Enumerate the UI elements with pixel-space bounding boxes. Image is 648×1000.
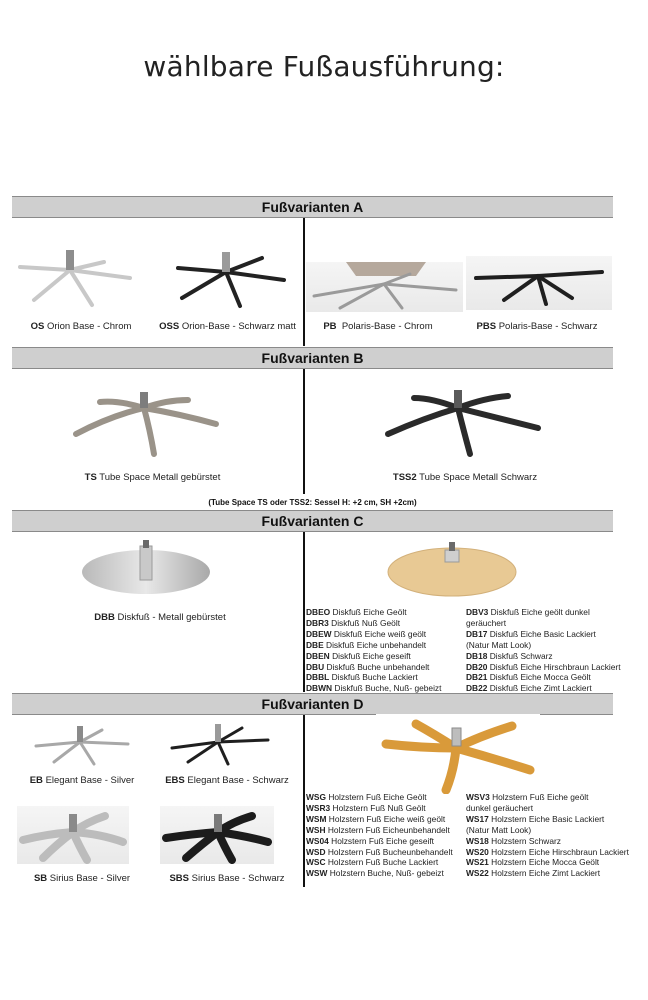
code-row: WS22 Holzstern Eiche Zimt Lackiert [466, 868, 601, 879]
polaris-base-black-image [466, 256, 612, 310]
code-row: DBV3 Diskfuß Eiche geölt dunkel [466, 607, 590, 617]
code-row: WS21 Holzstern Eiche Mocca Geölt [466, 857, 600, 868]
caption-ts: TS Tube Space Metall gebürstet [84, 472, 221, 483]
wood-star-base-image [376, 714, 540, 794]
code-row: DB20 Diskfuß Eiche Hirschbraun Lackiert [466, 661, 621, 672]
code-row: dunkel geräuchert [466, 802, 534, 813]
caption-pb: PB Polaris-Base - Chrom [323, 321, 433, 332]
code-row: DB18 Diskfuß Schwarz [466, 650, 553, 661]
code-row: DBEW Diskfuß Eiche weiß geölt [306, 628, 427, 639]
section-a-divider [303, 218, 305, 346]
code-row: WSW Holzstern Buche, Nuß- gebeizt [306, 868, 444, 879]
code-row: DB17 Diskfuß Eiche Basic Lackiert [466, 628, 596, 639]
code-row: DBEN Diskfuß Eiche geseift [306, 650, 411, 661]
wood-star-codes-left [306, 792, 453, 879]
code-row: WSM Holzstern Fuß Eiche weiß geölt [306, 813, 446, 824]
code-row: DBR3 Diskfuß Nuß Geölt [306, 617, 401, 628]
code-row: DB22 Diskfuß Eiche Zimt Lackiert [466, 683, 592, 694]
caption-eb: EB Elegant Base - Silver [29, 775, 135, 786]
code-row: (Natur Matt Look) [466, 639, 532, 650]
wood-star-codes-right [466, 792, 629, 879]
code-row: DBEO Diskfuß Eiche Geölt [306, 607, 407, 617]
section-b-divider [303, 369, 305, 494]
disk-base-metal-image [80, 540, 212, 598]
code-row: (Natur Matt Look) [466, 824, 532, 835]
caption-sb: SB Sirius Base - Silver [33, 873, 131, 884]
section-a-heading: Fußvarianten A [12, 196, 613, 218]
caption-tss2: TSS2 Tube Space Metall Schwarz [392, 472, 538, 483]
caption-os: OS Orion Base - Chrom [30, 321, 132, 332]
caption-ebs: EBS Elegant Base - Schwarz [165, 775, 289, 786]
caption-pbs: PBS Polaris-Base - Schwarz [476, 321, 598, 332]
section-b-heading: Fußvarianten B [12, 347, 613, 369]
code-row: WS20 Holzstern Eiche Hirschbraun Lackiert [466, 846, 629, 857]
section-d-divider [303, 715, 305, 887]
code-row: WSH Holzstern Fuß Eicheunbehandelt [306, 824, 450, 835]
caption-dbb: DBB Diskfuß - Metall gebürstet [94, 612, 226, 623]
orion-base-chrome-image [12, 240, 138, 310]
caption-sbs: SBS Sirius Base - Schwarz [169, 873, 285, 884]
code-row: DBU Diskfuß Buche unbehandelt [306, 661, 430, 672]
section-c-heading: Fußvarianten C [12, 510, 613, 532]
disk-codes-left [306, 607, 441, 694]
code-row: geräuchert [466, 617, 507, 628]
code-row: DB21 Diskfuß Eiche Mocca Geölt [466, 672, 591, 683]
code-row: WSC Holzstern Fuß Buche Lackiert [306, 857, 439, 868]
orion-base-black-image [166, 240, 292, 310]
code-row: WSR3 Holzstern Fuß Nuß Geölt [306, 802, 426, 813]
code-row: DBBL Diskfuß Buche Lackiert [306, 672, 418, 683]
code-row: WS18 Holzstern Schwarz [466, 835, 561, 846]
sirius-base-silver-image [17, 806, 129, 864]
code-row: WS04 Holzstern Fuß Eiche geseift [306, 835, 435, 846]
caption-oss: OSS Orion-Base - Schwarz matt [159, 321, 296, 332]
section-c-divider [303, 532, 305, 692]
tube-space-note: (Tube Space TS oder TSS2: Sessel H: +2 cm, SH +2cm) [208, 498, 417, 507]
page-title: wählbare Fußausführung: [143, 50, 505, 83]
section-d-heading: Fußvarianten D [12, 693, 613, 715]
polaris-base-chrome-image [306, 262, 463, 312]
code-row: DBWN Diskfuß Buche, Nuß- gebeizt [306, 683, 442, 694]
code-row: DBE Diskfuß Eiche unbehandelt [306, 639, 427, 650]
sirius-base-black-image [160, 806, 274, 864]
elegant-base-black-image [168, 718, 272, 768]
elegant-base-silver-image [32, 720, 132, 768]
disk-base-oak-image [386, 540, 518, 598]
code-row: WS17 Holzstern Eiche Basic Lackiert [466, 813, 605, 824]
code-row: WSV3 Holzstern Fuß Eiche geölt [466, 792, 589, 802]
tube-space-black-image [380, 378, 546, 458]
code-row: WSD Holzstern Fuß Bucheunbehandelt [306, 846, 453, 857]
code-row: WSG Holzstern Fuß Eiche Geölt [306, 792, 427, 802]
tube-space-metal-image [70, 378, 222, 458]
disk-codes-right [466, 607, 621, 694]
